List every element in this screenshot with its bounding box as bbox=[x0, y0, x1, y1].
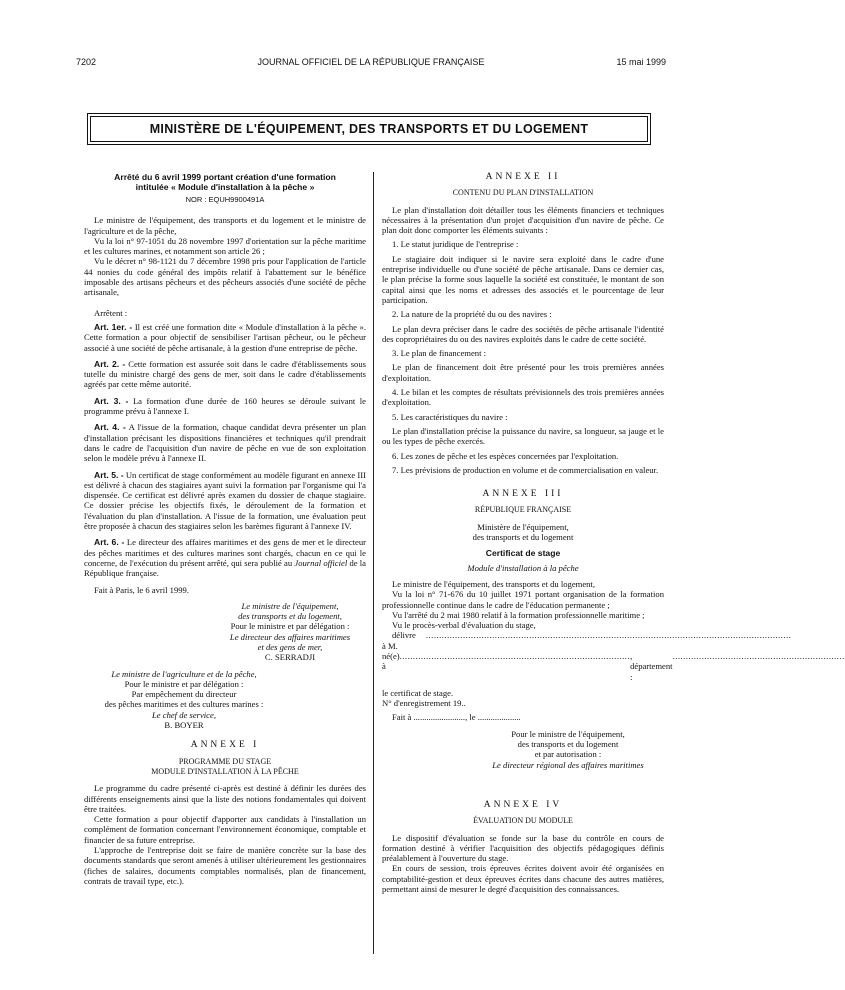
item-6: 6. Les zones de pêche et les espèces concernées par l'exploitation. bbox=[392, 450, 619, 461]
fait-a-label: Fait à bbox=[392, 712, 412, 723]
sig1-line: Le directeur des affaires maritimes bbox=[229, 631, 351, 642]
annex-3-heading: ANNEXE III bbox=[482, 489, 564, 500]
ministere-line1: Ministère de l'équipement, bbox=[477, 521, 569, 532]
annex-4-title: ÉVALUATION DU MODULE bbox=[473, 816, 573, 826]
article-5-text: Un certificat de stage conformément au modèle figurant en annexe III est délivré à chacun des stagiaires ayant suivi la formation par l'organisme qui l'a dispensée. Ce certificat est délivré après examen du dossier de chaque stagiaire. Ce dossier précise les objectifs fixés, le déroulement de la formation et l'évaluation du plan d'installation. A l'issue de la formation, une évaluation peut être proposée à chacun des stagiaires selon les barèmes figurant à l'annexe IV. bbox=[84, 469, 366, 532]
sig1-line: Le ministre de l'équipement, bbox=[241, 600, 339, 611]
module-title: Module d'installation à la pêche bbox=[467, 562, 579, 573]
article-1 bbox=[84, 322, 366, 353]
article-3 bbox=[84, 396, 366, 417]
sig2-line: Le ministre de l'agriculture et de la pêche, bbox=[111, 668, 257, 679]
item-5-text: Le plan d'installation précise la puissance du navire, sa longueur, sa jauge et le ou les types de pêche exercés. bbox=[382, 425, 664, 447]
article-5-label: Art. 5. - bbox=[94, 469, 124, 480]
cert-para2: Vu la loi n° 71-676 du 10 juillet 1971 portant organisation de la formation professionnelle continue dans le cadre de l'éducation permanente ; bbox=[382, 589, 664, 610]
page-header bbox=[76, 57, 666, 69]
enregistrement: N° d'enregistrement 19.. bbox=[382, 698, 466, 709]
republique-francaise: RÉPUBLIQUE FRANÇAISE bbox=[474, 505, 572, 515]
annex-1-para1: Le programme du cadre présenté ci-après est destiné à définir les durées des différents enseignements ainsi que la liste des notions fondamentales qui doivent être traitées. bbox=[84, 783, 366, 814]
delivre-label: délivre à M. bbox=[382, 630, 416, 651]
annex-1-title1: PROGRAMME DU STAGE bbox=[178, 756, 272, 766]
item-2: 2. La nature de la propriété du ou des navires : bbox=[392, 309, 552, 320]
article-6-label: Art. 6. - bbox=[94, 537, 125, 548]
annex-4-heading: ANNEXE IV bbox=[483, 799, 563, 810]
article-4-label: Art. 4. - bbox=[94, 422, 126, 433]
para-vu-decret: Vu le décret n° 98-1121 du 7 décembre 1998 pris pour l'application de l'article 44 nonies du code général des impôts relatif à l'abattement sur le bénéfice imposable des artisans pêcheurs et des pêcheurs associés d'une société de pêche artisanale, bbox=[84, 256, 366, 298]
fait-a-line bbox=[382, 712, 664, 722]
ministere-line2: des transports et du logement bbox=[472, 532, 574, 543]
fill-dots: ................................................................. bbox=[672, 650, 845, 661]
item-2-text: Le plan devra préciser dans le cadre des sociétés de pêche artisanale l'identité des copropriétaires du ou des navires exploités dans le cadre de cette société. bbox=[382, 323, 664, 344]
delivre-line bbox=[382, 630, 792, 651]
item-1: 1. Le statut juridique de l'entreprise : bbox=[392, 239, 519, 250]
sig1-line: et des gens de mer, bbox=[257, 641, 323, 652]
fill-dots: ........................ bbox=[413, 712, 466, 723]
annex-2-title: CONTENU DU PLAN D'INSTALLATION bbox=[452, 188, 594, 198]
article-4 bbox=[84, 422, 366, 463]
sig2-line: Par empêchement du directeur bbox=[131, 689, 237, 700]
cert-para4: Vu le procès-verbal d'évaluation du stage, bbox=[392, 620, 536, 631]
item-5: 5. Les caractéristiques du navire : bbox=[392, 411, 508, 422]
cert-sig-line: Pour le ministre de l'équipement, bbox=[511, 728, 625, 739]
article-2-text: Cette formation est assurée soit dans le cadre d'établissements sous tutelle du ministre chargé des gens de mer, soit dans le cadre d'établissements agréés par cette même autorité. bbox=[84, 358, 366, 390]
journal-title: JOURNAL OFFICIEL DE LA RÉPUBLIQUE FRANÇAISE bbox=[257, 57, 485, 67]
item-3-text: Le plan de financement doit être présenté pour les trois premières années d'exploitation. bbox=[382, 362, 664, 383]
article-3-text: La formation d'une durée de 160 heures se déroule suivant le programme prévu à l'annexe I. bbox=[84, 395, 366, 417]
article-6-journal: Journal officiel bbox=[294, 557, 348, 568]
signature-equipement bbox=[84, 601, 366, 663]
article-1-text: Il est créé une formation dite « Module d'installation à la pêche ». Cette formation a pour objectif de sensibiliser l'artisan pêcheur, ou le pêcheur associé à une société de pêche artisanale, à la gestion d'une entreprise de pêche. bbox=[84, 321, 366, 353]
dept-label: , département : bbox=[630, 650, 673, 682]
naissance-line bbox=[382, 650, 845, 682]
decree-title-line2: intitulée « Module d'installation à la pêche » bbox=[135, 182, 315, 192]
sig1-name: C. SERRADJI bbox=[264, 652, 316, 663]
sig2-line: Pour le ministre et par délégation : bbox=[124, 678, 244, 689]
article-1-label: Art. 1er. - bbox=[94, 321, 133, 332]
cert-sig-line: Le directeur régional des affaires maritimes bbox=[492, 759, 644, 770]
article-6-text-b: de la République française. bbox=[84, 557, 366, 579]
annex-1-para3: L'approche de l'entreprise doit se faire de manière concrète sur la base des documents standards que seront amenés à utiliser ultérieurement les gestionnaires (fiches de salaires, documents comptables normalisés, plan de financement, contrats de travail type, etc.). bbox=[84, 845, 366, 886]
annex-1-title2: MODULE D'INSTALLATION À LA PÊCHE bbox=[151, 766, 299, 776]
article-5 bbox=[84, 470, 366, 532]
annex-2-heading: ANNEXE II bbox=[485, 172, 561, 182]
le-certificat: le certificat de stage. bbox=[382, 687, 454, 698]
column-divider bbox=[373, 172, 374, 954]
sig2-line: Le chef de service, bbox=[152, 709, 216, 720]
sig1-line: Pour le ministre et par délégation : bbox=[230, 621, 350, 632]
nor-reference: NOR : EQUH9900491A bbox=[185, 195, 265, 204]
certificat-title: Certificat de stage bbox=[485, 548, 561, 559]
right-column bbox=[382, 172, 845, 895]
arretent: Arrêtent : bbox=[94, 307, 128, 318]
cert-signature bbox=[382, 729, 664, 770]
item-4: 4. Le bilan et les comptes de résultats prévisionnels des trois premières années d'exploitation. bbox=[382, 387, 664, 408]
item-1-text: Le stagiaire doit indiquer si le navire sera exploité dans le cadre d'une entreprise individuelle ou d'une société de pêche artisanale. Dans ce dernier cas, le plan précise la forme sous laquelle la société est constituée, le montant de son capital ainsi que les noms et adresses des associés et le pourcentage de leur participation. bbox=[382, 253, 664, 305]
annex-4-para1: Le dispositif d'évaluation se fonde sur la base du contrôle en cours de formation destiné à vérifier l'acquisition des objectifs pédagogiques définis préalablement à l'ouverture du stage. bbox=[382, 832, 664, 864]
fill-dots: ....................................................................................... bbox=[399, 650, 631, 661]
annex-4-para2: En cours de session, trois épreuves écrites doivent avoir été organisées en comptabilité-gestion et deux épreuves écrites dans chacune des autres matières, permettant ainsi de mesurer le degré d'acquisition des connaissances. bbox=[382, 863, 664, 895]
article-2 bbox=[84, 359, 366, 390]
page-number: 7202 bbox=[76, 57, 97, 67]
decree-title-line1: Arrêté du 6 avril 1999 portant création d'une formation bbox=[114, 172, 336, 182]
le-label: , le bbox=[465, 712, 476, 723]
nea-label: né(e) à bbox=[382, 650, 400, 672]
cert-para3: Vu l'arrêté du 2 mai 1980 relatif à la formation professionnelle maritime ; bbox=[392, 609, 645, 620]
annex-1-para2: Cette formation a pour objectif d'apporter aux candidats à l'installation un complément de formation concernant l'environnement économique, comptable et financier de sa future entreprise. bbox=[84, 814, 366, 845]
article-2-label: Art. 2. - bbox=[94, 358, 126, 369]
cert-sig-line: des transports et du logement bbox=[517, 739, 619, 750]
fill-dots: .................... bbox=[477, 712, 521, 723]
issue-date: 15 mai 1999 bbox=[616, 57, 666, 67]
left-column bbox=[84, 172, 366, 886]
fait-paris: Fait à Paris, le 6 avril 1999. bbox=[94, 584, 189, 595]
article-4-text: A l'issue de la formation, chaque candidat devra présenter un plan d'installation précisant les dispositions financières et techniques qu'il prendrait dans le cadre de l'acquisition d'un navire de pêche en vue de son exploitation selon le modèle prévu à l'annexe II. bbox=[84, 422, 366, 464]
sig1-line: des transports et du logement, bbox=[238, 611, 342, 622]
article-3-label: Art. 3. - bbox=[94, 395, 129, 406]
item-7: 7. Les prévisions de production en volume et de commercialisation en valeur. bbox=[392, 464, 659, 475]
sig2-name: B. BOYER bbox=[164, 720, 204, 731]
fill-dots: .......................................................................................................................................... bbox=[425, 630, 792, 641]
article-6-text-a: Le directeur des affaires maritimes et des gens de mer et le directeur des pêches maritimes et des cultures marines sont chargés, chacun en ce qui le concerne, de l'exécution du présent arrêté, qui sera publié au bbox=[84, 537, 366, 568]
para-ministers: Le ministre de l'équipement, des transports et du logement et le ministre de l'agriculture et de la pêche, bbox=[84, 215, 366, 236]
cert-para1: Le ministre de l'équipement, des transports et du logement, bbox=[392, 578, 595, 589]
article-6 bbox=[84, 537, 366, 578]
sig2-line: des pêches maritimes et des cultures marines : bbox=[104, 699, 264, 710]
signature-agriculture bbox=[84, 669, 284, 731]
ministry-banner: MINISTÈRE DE L'ÉQUIPEMENT, DES TRANSPORTS ET DU LOGEMENT bbox=[90, 116, 648, 142]
item-3: 3. Le plan de financement : bbox=[392, 348, 487, 359]
cert-sig-line: et par autorisation : bbox=[534, 749, 602, 760]
para-vu-loi: Vu la loi n° 97-1051 du 28 novembre 1997 d'orientation sur la pêche maritime et les cultures marines, et notamment son article 26 ; bbox=[84, 235, 366, 257]
annex-1-heading: ANNEXE I bbox=[190, 740, 260, 751]
annex-2-intro: Le plan d'installation doit détailler tous les éléments financiers et techniques nécessaires à la présentation d'un projet d'acquisition d'un navire de pêche. Ce plan doit donc comporter les éléments suivants : bbox=[382, 204, 664, 236]
